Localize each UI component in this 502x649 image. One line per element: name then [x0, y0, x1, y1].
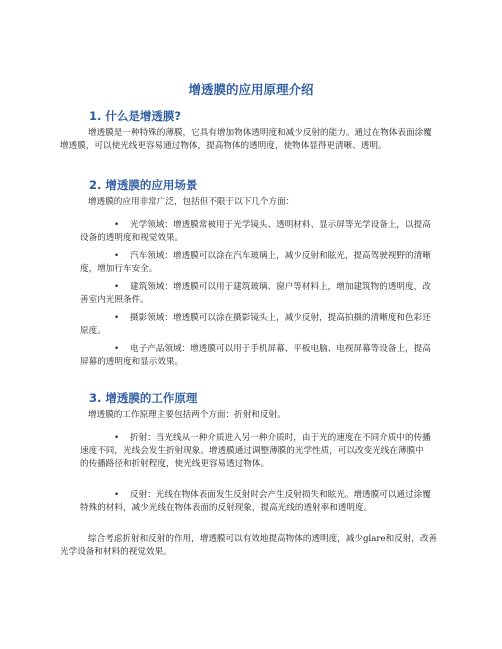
bullet-icon: •: [114, 433, 120, 443]
list-item: [80, 489, 432, 515]
section-3-conclusion: [60, 533, 440, 559]
section-2-heading: 2. 增透膜的应用场景: [89, 178, 198, 192]
section-3-heading: 3. 增透膜的工作原理: [89, 391, 198, 405]
list-item: [80, 432, 432, 472]
section-1-text: 增透膜是一种特殊的薄膜，它具有增加物体透明度和减少反射的能力。通过在物体表面涂覆增透膜，可以使光线更容易通过物体，提高物体的透明度，使物体显得更清晰、透明。: [60, 128, 432, 152]
bullet-icon: •: [114, 490, 120, 500]
list-item-text: 反射：光线在物体表面发生反射时会产生反射损失和眩光。增透膜可以通过涂覆特殊的材料，减少光线在物体表面的反射现象，提高光线的透射率和透明度。: [80, 490, 431, 514]
list-item-text: 电子产品领域：增透膜可以用于手机屏幕、平板电脑、电视屏幕等设备上，提高屏幕的透明度和显示效果。: [80, 344, 431, 368]
list-item-text: 折射：当光线从一种介质进入另一种介质时，由于光的速度在不同介质中的传播速度不同，光线会发生折射现象。增透膜通过调整薄膜的光学性质，可以改变光线在薄膜中的传播路径和折射程度，使光线更容易透过物体。: [80, 433, 431, 470]
section-2-intro: [60, 196, 440, 209]
list-item: [80, 343, 432, 369]
section-1-paragraph: [60, 127, 440, 153]
document-title: 增透膜的应用原理介绍: [188, 82, 314, 97]
section-3-intro-text: 增透膜的工作原理主要包括两个方面：折射和反射。: [88, 410, 286, 420]
bullet-icon: •: [114, 282, 120, 292]
list-item: [80, 281, 432, 307]
section-3-intro: [60, 409, 440, 422]
section-3-conclusion-text: 综合考虑折射和反射的作用，增透膜可以有效地提高物体的透明度，减少glare和反射，改善光学设备和材料的视觉效果。: [60, 534, 438, 558]
section-1-heading: 1. 什么是增透膜?: [89, 109, 182, 123]
list-item: [80, 219, 432, 245]
list-item: [80, 250, 432, 276]
bullet-icon: •: [114, 313, 120, 323]
bullet-icon: •: [114, 251, 120, 261]
list-item-text: 建筑领域：增透膜可以用于建筑玻璃、窗户等材料上，增加建筑物的透明度，改善室内光照条件。: [80, 282, 431, 306]
list-item: [80, 312, 432, 338]
list-item-text: 汽车领域：增透膜可以涂在汽车玻璃上，减少反射和眩光，提高驾驶视野的清晰度，增加行车安全。: [80, 251, 431, 275]
bullet-icon: •: [114, 344, 120, 354]
section-2-intro-text: 增透膜的应用非常广泛，包括但不限于以下几个方面：: [88, 197, 295, 207]
list-item-text: 光学领域：增透膜常被用于光学镜头、透明材料、显示屏等光学设备上，以提高设备的透明度和视觉效果。: [80, 220, 431, 244]
bullet-icon: •: [114, 220, 120, 230]
list-item-text: 摄影领域：增透膜可以涂在摄影镜头上，减少反射，提高拍摄的清晰度和色彩还原度。: [80, 313, 431, 337]
